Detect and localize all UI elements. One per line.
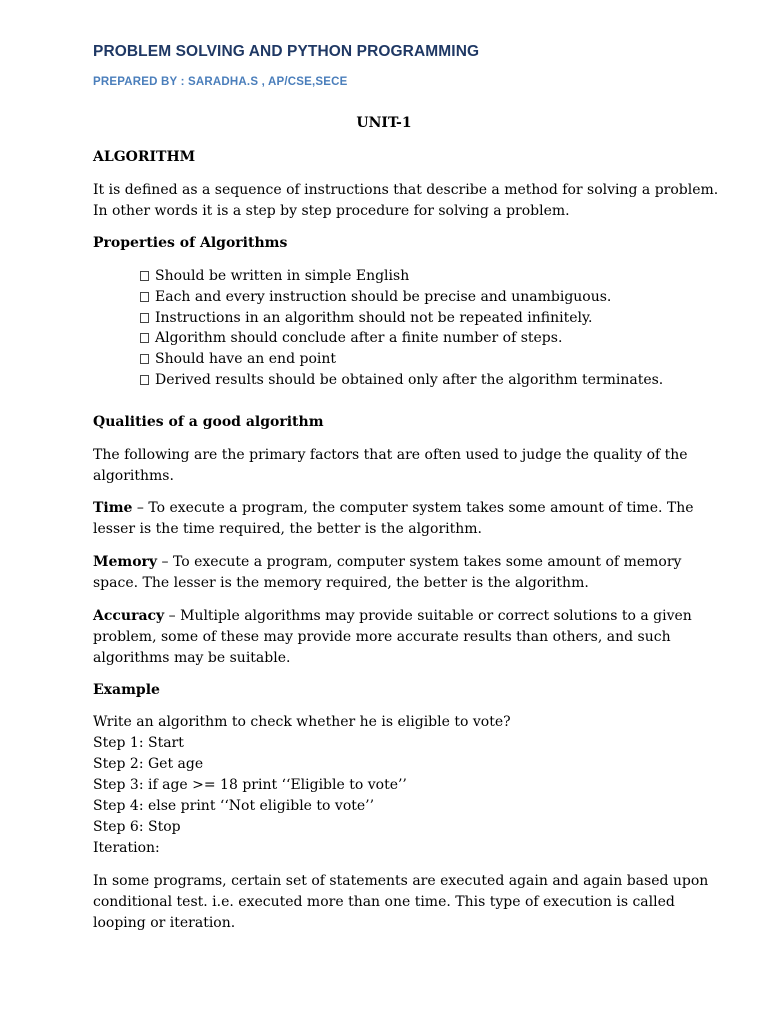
algorithm-definition: It is defined as a sequence of instructions that describe a method for solving a problem. In other words it is a step by step procedure for solving a problem. bbox=[93, 182, 719, 219]
iteration-description: In some programs, certain set of statements are executed again and again based upon conditional test. i.e. executed more than one time. This type of execution is called looping or iteration. bbox=[93, 873, 709, 931]
time-description: – To execute a program, the computer system takes some amount of time. The lesser is the time required, the better is the algorithm. bbox=[93, 500, 694, 537]
document-title: PROBLEM SOLVING AND PYTHON PROGRAMMING bbox=[93, 43, 480, 60]
list-item: Instructions in an algorithm should not be repeated infinitely. bbox=[140, 308, 663, 329]
example-step: Step 1: Start bbox=[93, 735, 184, 751]
example-step: Step 6: Stop bbox=[93, 819, 181, 835]
example-step: Step 3: if age >= 18 print ‘‘Eligible to vote’’ bbox=[93, 777, 407, 793]
example-step: Step 2: Get age bbox=[93, 756, 204, 772]
bullet-box-icon bbox=[140, 375, 149, 385]
memory-description: – To execute a program, computer system takes some amount of memory space. The lesser is the memory required, the better is the algorithm. bbox=[93, 554, 682, 591]
bullet-box-icon bbox=[140, 271, 149, 281]
list-item: Should be written in simple English bbox=[140, 266, 663, 287]
example-heading: Example bbox=[93, 682, 160, 698]
list-item: Each and every instruction should be precise and unambiguous. bbox=[140, 287, 663, 308]
algorithm-heading: ALGORITHM bbox=[93, 149, 196, 165]
unit-heading: UNIT-1 bbox=[356, 115, 412, 131]
accuracy-label: Accuracy bbox=[93, 608, 165, 624]
example-steps bbox=[93, 712, 723, 859]
properties-list bbox=[140, 266, 663, 391]
qualities-intro: The following are the primary factors that are often used to judge the quality of the algorithms. bbox=[93, 447, 688, 484]
accuracy-description: – Multiple algorithms may provide suitable or correct solutions to a given problem, some of these may provide more accurate results than others, and such algorithms may be suitable. bbox=[93, 608, 692, 666]
iteration-label: Iteration: bbox=[93, 840, 160, 856]
quality-time bbox=[93, 498, 723, 540]
bullet-box-icon bbox=[140, 333, 149, 343]
bullet-box-icon bbox=[140, 292, 149, 302]
qualities-heading: Qualities of a good algorithm bbox=[93, 414, 324, 430]
list-item: Derived results should be obtained only after the algorithm terminates. bbox=[140, 370, 663, 391]
list-item: Algorithm should conclude after a finite number of steps. bbox=[140, 328, 663, 349]
properties-heading: Properties of Algorithms bbox=[93, 235, 288, 251]
memory-label: Memory bbox=[93, 554, 158, 570]
bullet-box-icon bbox=[140, 354, 149, 364]
quality-accuracy bbox=[93, 606, 723, 669]
example-question: Write an algorithm to check whether he is eligible to vote? bbox=[93, 714, 511, 730]
prepared-by-line: PREPARED BY : SARADHA.S , AP/CSE,SECE bbox=[93, 76, 348, 88]
example-step: Step 4: else print ‘‘Not eligible to vote’’ bbox=[93, 798, 375, 814]
bullet-box-icon bbox=[140, 313, 149, 323]
time-label: Time bbox=[93, 500, 133, 516]
quality-memory bbox=[93, 552, 723, 594]
list-item: Should have an end point bbox=[140, 349, 663, 370]
